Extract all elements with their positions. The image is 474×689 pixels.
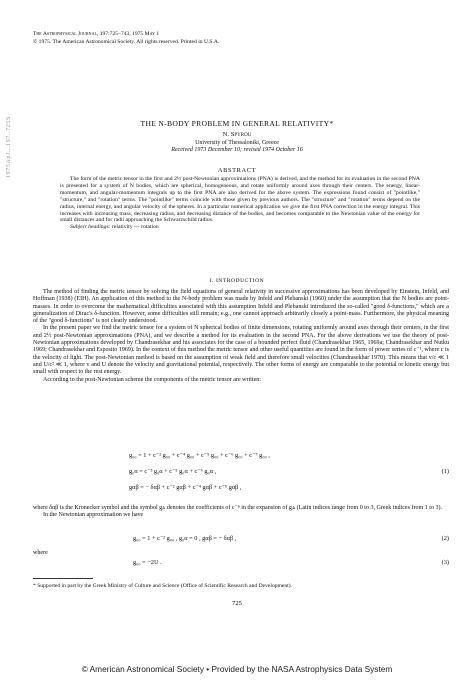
ads-banner: © American Astronomical Society • Provided by the NASA Astrophysics Data System bbox=[81, 664, 393, 674]
affiliation-block bbox=[0, 140, 474, 155]
affiliation: University of Thessaloniki, Greece bbox=[195, 140, 279, 146]
paragraph-6: where bbox=[33, 550, 48, 556]
bibcode-sidebar: 1975ApJ...197..725S bbox=[6, 116, 12, 178]
author: N. Spyrou bbox=[222, 131, 252, 138]
equation-1 bbox=[33, 452, 449, 500]
eq3-number: (3) bbox=[441, 559, 449, 566]
copyright-line: © 1975. The American Astronomical Society. All rights reserved. Printed in U.S.A. bbox=[33, 39, 220, 45]
paper-title: THE N-BODY PROBLEM IN GENERAL RELATIVITY* bbox=[140, 119, 334, 128]
eq1-number: (1) bbox=[441, 468, 449, 475]
paragraph-5: In the Newtonian approximation we have bbox=[43, 512, 144, 519]
paragraph-1: The method of finding the metric tensor by solving the field equations of general relativity in successive approximations has been developed by Einstein, Infeld, and Hoffman (1938) (EIH). An application of this method to the N-body problem was made by Infeld and Plebanski (1960) under the assumption that the N bodies are point-masses. In order to overcome the mathematical difficulties associated with this assumption Infeld and Plebanski introduced the so-called "good δ-functions," which are a generalization of Dirac's δ-function. However, some difficulties still remain; e.g., one cannot approach arbitrarily closely a point-mass. Furthermore, the physical meaning of the "good δ-functions" is not clearly understood. bbox=[33, 289, 449, 325]
eq1-line-2: g₀α = c⁻³ g₀α + c⁻⁵ g₀α + c⁻⁶ g₀α , bbox=[129, 468, 217, 475]
abstract bbox=[60, 176, 420, 231]
eq3-expression: g₀₀ = −2U . bbox=[133, 559, 162, 566]
where-text bbox=[33, 550, 449, 557]
equation-3 bbox=[33, 559, 449, 569]
footnote-rule bbox=[33, 578, 93, 579]
after-eq1-text bbox=[33, 505, 449, 520]
subject-headings bbox=[60, 224, 420, 231]
abstract-text: The form of the metric tensor in the first and 2½ post-Newtonian approximations (PNA) is derived, and the method for its evaluation in the second PNA is presented for a system of N bodies, which are spherical, homogeneous, and rotate uniformly around axes through their centers. The energy, linear-momentum, and angular-momentum integrals up to the first PNA are also derived for the above system. The expressions found consist of "pointlike," "structure," and "rotation" terms. The "pointlike" terms coincide with those given by previous authors. The "structure" and "rotation" terms depend on the radius, internal energy, and angular velocity of the spheres. In a particular numerical application we give the first PNA correction in the energy integral. This increases with increasing mass, decreasing radius, and decreasing distance of the bodies, and becomes comparable to the Newtonian value of the energy for small distances and for radii approaching the Schwarzschild radius. bbox=[60, 176, 420, 224]
footnote: * Supported in part by the Greek Ministry of Culture and Science (Office of Scientific Research and Development). bbox=[33, 583, 292, 589]
paragraph-4: where δαβ is the Kronecker symbol and the symbol gᵢₖ denotes the coefficients of c⁻ⁿ in the expansion of gᵢₖ (Latin indices range from 0 to 3, Greek indices from 1 to 3). bbox=[33, 505, 443, 511]
intro-body bbox=[33, 289, 449, 384]
eq2-expression: g₀₀ = 1 + c⁻² g₀₀ , g₀α = 0 , gαβ = − δαβ , bbox=[133, 535, 237, 542]
subject-label: Subject headings: bbox=[70, 224, 111, 231]
page-number: 725 bbox=[232, 600, 242, 607]
paragraph-3: According to the post-Newtonian scheme the components of the metric tensor are written: bbox=[43, 376, 261, 383]
eq2-number: (2) bbox=[441, 535, 449, 542]
received-date: Received 1973 December 10; revised 1974 October 16 bbox=[171, 147, 303, 154]
paragraph-2: In the present paper we find the metric tensor for a system of N spherical bodies of finite dimensions, rotating uniformly around axes through their centers, in the first and 2½ post-Newtonian approximations (PNA), and we describe a method for its evaluation in the second PNA. For the above derivations we use the theory of post-Newtonian approximations developed by Chandrasekhar and his associates for the case of a bounded perfect fluid (Chandrasekhar 1965, 1969a; Chandrasekhar and Nutku 1969; Chandrasekhar and Esposito 1969). In the context of this method the metric tensor and other useful quantities are found in the form of power series of c⁻¹, where c is the velocity of light. The post-Newtonian method is based on the assumption of weak field and therefore small velocities (Chandrasekhar 1970). This means that v/c ≪ 1 and U/c² ≪ 1, where v and U denote the velocity and gravitational potential, respectively. The other forms of energy are comparable to the potential or kinetic energy but small with respect to the rest energy. bbox=[33, 325, 449, 376]
section-heading: I. INTRODUCTION bbox=[209, 278, 265, 284]
eq1-line-1: g₀₀ = 1 + c⁻² g₀₀ + c⁻⁴ g₀₀ + c⁻⁵ g₀₀ + c⁻⁶ g₀₀ + c⁻⁷ g₀₀ , bbox=[129, 452, 270, 459]
journal-citation: The Astrophysical Journal, 197:725–743, 1975 May 1 bbox=[33, 31, 160, 37]
journal-header bbox=[33, 30, 453, 46]
subject-value: relativity — rotation bbox=[112, 224, 159, 231]
abstract-heading: ABSTRACT bbox=[217, 167, 257, 174]
equation-2 bbox=[33, 535, 449, 545]
eq1-line-3: gαβ = − δαβ + c⁻² gαβ + c⁻⁴ gαβ + c⁻⁵ gαβ , bbox=[129, 484, 242, 491]
